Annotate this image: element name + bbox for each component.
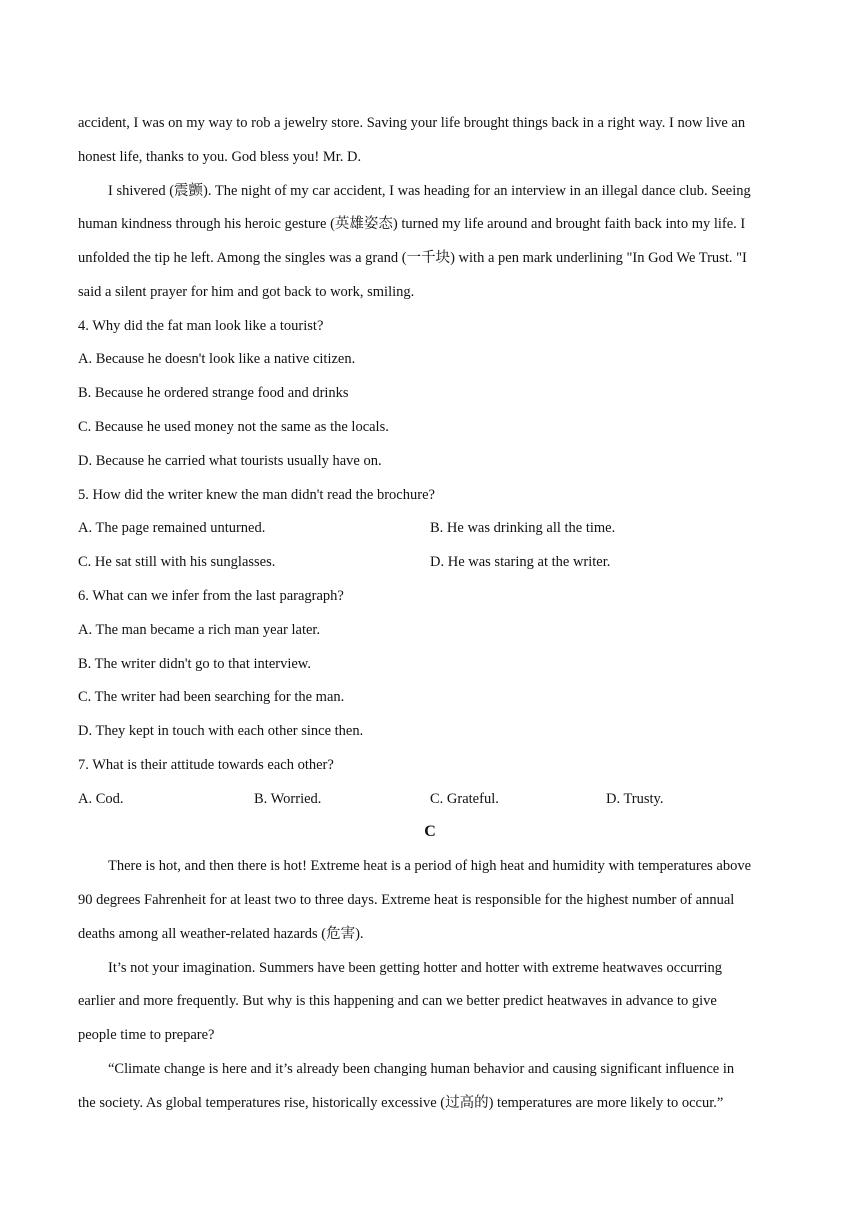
answer-option: B. Worried. bbox=[254, 791, 322, 807]
passage-line: the society. As global temperatures rise, historically excessive (过高的) temperatures are more likely to occur.” bbox=[78, 1095, 724, 1111]
passage-line: said a silent prayer for him and got back to work, smiling. bbox=[78, 284, 415, 300]
passage-line: deaths among all weather-related hazards (危害). bbox=[78, 926, 364, 942]
passage-line: accident, I was on my way to rob a jewelry store. Saving your life brought things back in a right way. I now live an bbox=[78, 115, 746, 131]
passage-line: I shivered (震颤). The night of my car accident, I was heading for an interview in an illegal dance club. Seeing bbox=[108, 183, 751, 199]
answer-option: D. They kept in touch with each other since then. bbox=[78, 723, 364, 739]
passage-line: 90 degrees Fahrenheit for at least two to three days. Extreme heat is responsible for the highest number of annual bbox=[78, 892, 735, 908]
passage-line: human kindness through his heroic gesture (英雄姿态) turned my life around and brought faith back into my life. I bbox=[78, 216, 746, 232]
answer-option: C. Because he used money not the same as the locals. bbox=[78, 419, 389, 435]
passage-line: There is hot, and then there is hot! Extreme heat is a period of high heat and humidity with temperatures above bbox=[108, 858, 752, 874]
answer-option: B. He was drinking all the time. bbox=[430, 520, 616, 536]
passage-line: It’s not your imagination. Summers have been getting hotter and hotter with extreme heatwaves occurring bbox=[108, 960, 723, 976]
answer-option: D. He was staring at the writer. bbox=[430, 554, 611, 570]
question-stem: 7. What is their attitude towards each other? bbox=[78, 757, 334, 773]
section-heading: C bbox=[424, 823, 436, 840]
answer-option: C. He sat still with his sunglasses. bbox=[78, 554, 276, 570]
question-stem: 5. How did the writer knew the man didn't read the brochure? bbox=[78, 487, 435, 503]
question-stem: 6. What can we infer from the last paragraph? bbox=[78, 588, 344, 604]
answer-option: A. Cod. bbox=[78, 791, 124, 807]
answer-option: A. Because he doesn't look like a native citizen. bbox=[78, 351, 356, 367]
answer-option: D. Because he carried what tourists usually have on. bbox=[78, 453, 382, 469]
answer-option: A. The man became a rich man year later. bbox=[78, 622, 321, 638]
answer-option: A. The page remained unturned. bbox=[78, 520, 266, 536]
answer-option: D. Trusty. bbox=[606, 791, 664, 807]
answer-option: B. Because he ordered strange food and drinks bbox=[78, 385, 349, 401]
answer-option: B. The writer didn't go to that interview. bbox=[78, 656, 311, 672]
answer-option: C. Grateful. bbox=[430, 791, 499, 807]
passage-line: “Climate change is here and it’s already been changing human behavior and causing significant influence in bbox=[108, 1061, 735, 1077]
answer-option: C. The writer had been searching for the man. bbox=[78, 689, 345, 705]
question-stem: 4. Why did the fat man look like a tourist? bbox=[78, 318, 324, 334]
passage-line: people time to prepare? bbox=[78, 1027, 215, 1043]
passage-line: honest life, thanks to you. God bless you! Mr. D. bbox=[78, 149, 362, 165]
passage-line: earlier and more frequently. But why is this happening and can we better predict heatwaves in advance to give bbox=[78, 993, 717, 1009]
passage-line: unfolded the tip he left. Among the singles was a grand (一千块) with a pen mark underlining "In God We Trust. "I bbox=[78, 250, 747, 266]
